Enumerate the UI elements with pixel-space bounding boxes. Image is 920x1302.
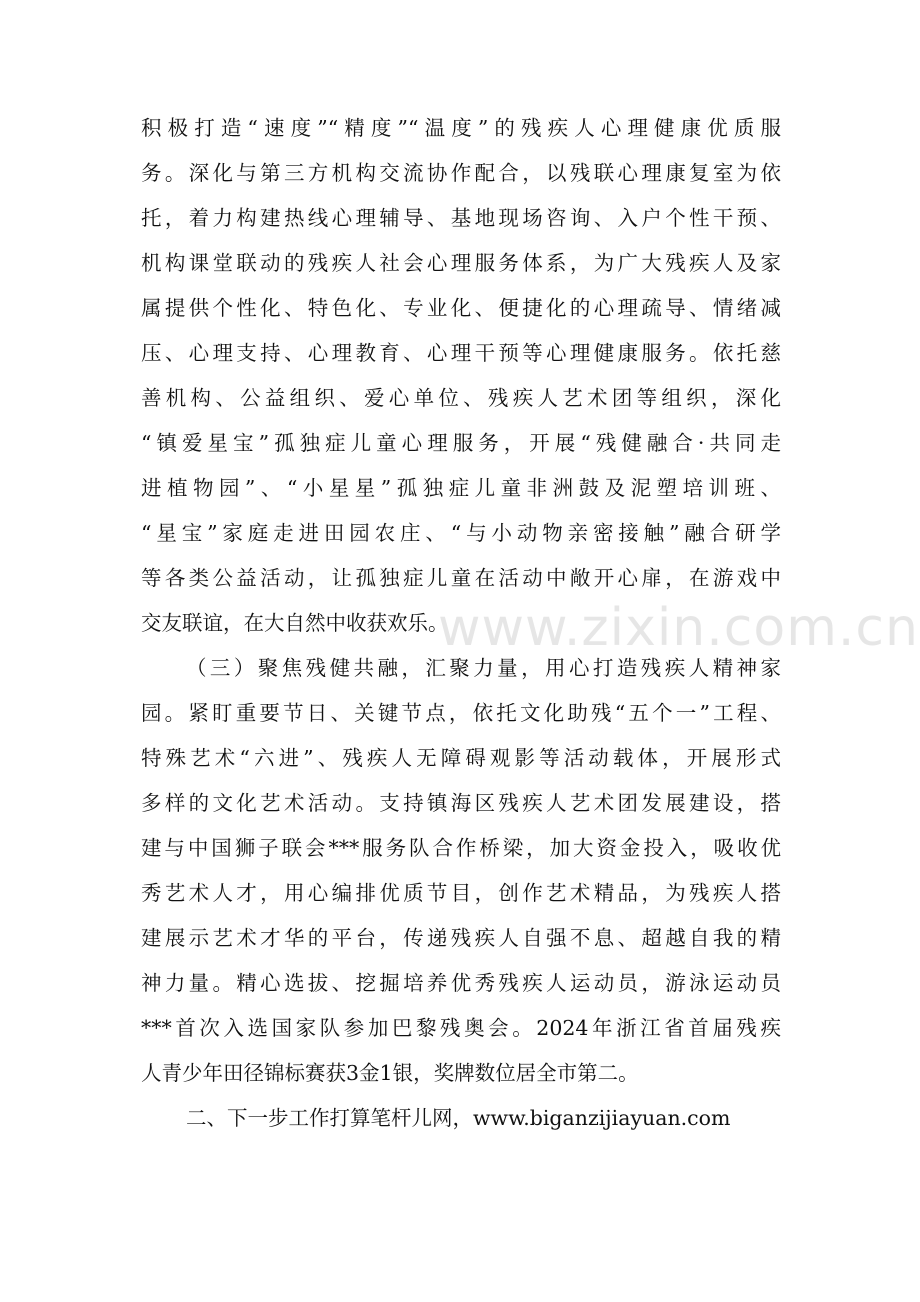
paragraph-line-10: “星宝”家庭走进田园农庄、“与小动物亲密接触”融合研学 [141,521,781,545]
paragraph-line-7: 善机构、公益组织、爱心单位、残疾人艺术团等组织，深化 [141,386,781,410]
section-heading-line: （三）聚焦残健共融，汇聚力量，用心打造残疾人精神家 [186,656,781,680]
paragraph-line-3: 托，着力构建热线心理辅导、基地现场咨询、入户个性干预、 [141,206,781,230]
paragraph-line-22: 人青少年田径锦标赛获3金1银，奖牌数位居全市第二。 [141,1061,639,1085]
paragraph-line-17: 建与中国狮子联会***服务队合作桥梁，加大资金投入，吸收优 [141,836,781,860]
paragraph-line-16: 多样的文化艺术活动。支持镇海区残疾人艺术团发展建设，搭 [141,791,781,815]
paragraph-line-9: 进植物园”、“小星星”孤独症儿童非洲鼓及泥塑培训班、 [141,476,781,500]
paragraph-line-18: 秀艺术人才，用心编排优质节目，创作艺术精品，为残疾人搭 [141,881,781,905]
watermark-text: www.zixin.com.cn [438,598,919,658]
paragraph-line-5: 属提供个性化、特色化、专业化、便捷化的心理疏导、情绪减 [141,296,781,320]
paragraph-line-19: 建展示艺术才华的平台，传递残疾人自强不息、超越自我的精 [141,926,781,950]
paragraph-line-15: 特殊艺术“六进”、残疾人无障碍观影等活动载体，开展形式 [141,746,781,770]
paragraph-line-12: 交友联谊，在大自然中收获欢乐。 [141,611,449,635]
paragraph-line-14: 园。紧盯重要节日、关键节点，依托文化助残“五个一”工程、 [141,701,781,725]
paragraph-line-4: 机构课堂联动的残疾人社会心理服务体系，为广大残疾人及家 [141,251,781,275]
paragraph-line-6: 压、心理支持、心理教育、心理干预等心理健康服务。依托慈 [141,341,781,365]
paragraph-line-11: 等各类公益活动，让孤独症儿童在活动中敞开心扉，在游戏中 [141,566,781,590]
paragraph-line-2: 务。深化与第三方机构交流协作配合，以残联心理康复室为依 [141,161,781,185]
paragraph-line-1: 积极打造“速度”“精度”“温度”的残疾人心理健康优质服 [141,116,781,140]
paragraph-line-8: “镇爱星宝”孤独症儿童心理服务，开展“残健融合·共同走 [141,431,781,455]
paragraph-line-21: ***首次入选国家队参加巴黎残奥会。2024年浙江省首届残疾 [141,1016,781,1040]
next-steps-heading: 二、下一步工作打算笔杆儿网，www.biganzijiayuan.com [186,1106,731,1130]
paragraph-line-20: 神力量。精心选拔、挖掘培养优秀残疾人运动员，游泳运动员 [141,971,781,995]
